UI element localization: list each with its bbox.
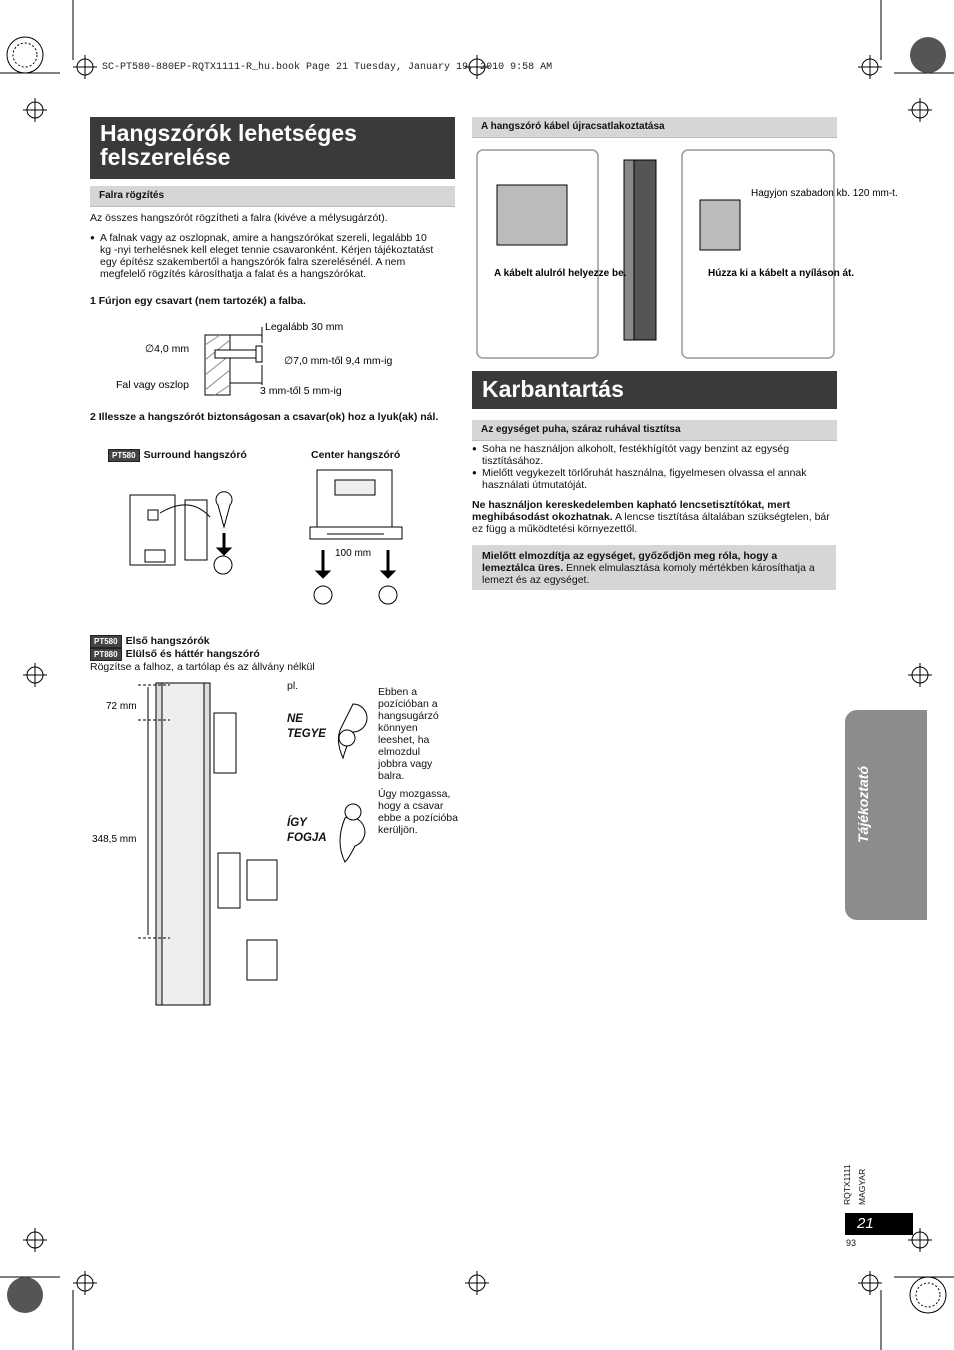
disc-tray-warning <box>472 545 836 590</box>
wall-load-note <box>90 232 440 280</box>
speaker-mount-diagram <box>120 465 420 615</box>
wall-load-bullet: ● A falnak vagy az oszlopnak, amire a hangszórókat szereli, legalább 10 kg -nyi terhelésnek kell eleget tennie csavaronként. Kérjen tájékoztatást egy építész szakembertől a hangszórók falra szerelésénél. A nem megfelelő rögzítés károsíthatja a falat és a hangszórókat. <box>90 232 440 280</box>
igy-fogja-label: ÍGY FOGJA <box>287 817 327 844</box>
front-label-1: Első hangszórók <box>125 635 210 647</box>
head-diameter-label: ∅7,0 mm-től 9,4 mm-ig <box>284 355 393 367</box>
language-label: MAGYAR <box>857 1168 867 1205</box>
page-title: Hangszórók lehetséges felszerelése <box>90 117 455 179</box>
screw-diagram <box>110 315 410 400</box>
intro-text: Az összes hangszórót rögzítheti a falra (kivéve a mélysugárzót). <box>90 212 388 224</box>
front-heading-1 <box>90 635 210 648</box>
doc-code: RQTX1111 <box>842 1164 852 1205</box>
side-tab-label: Tájékoztató <box>855 765 871 843</box>
center-distance-label: 100 mm <box>335 548 372 559</box>
model-badge: PT580 <box>90 635 122 648</box>
center-label: Center hangszóró <box>311 449 401 461</box>
section-heading-wall-mount: Falra rögzítés <box>90 186 455 207</box>
cleaning-list <box>472 443 832 491</box>
lens-cleaner-note <box>472 499 834 535</box>
lens-warning-rest: A lencse tisztítása általában szükségtelen, bár ez függ a működtetési környezettől. <box>472 511 830 535</box>
lens-warning-bold: Ne használjon kereskedelemben kapható lencsetisztítókat, mert meghibásodást okozhatnak. <box>472 499 791 523</box>
step-1: 1 Fúrjon egy csavart (nem tartozék) a falba. <box>90 295 306 307</box>
ne-tegye-label: NE TEGYE <box>287 713 326 740</box>
example-label: pl. <box>287 680 299 692</box>
min-length-label: Legalább 30 mm <box>265 321 344 333</box>
section-heading-cleaning: Az egységet puha, száraz ruhával tisztítsa <box>472 420 837 441</box>
front-speaker-diagram <box>90 675 290 1010</box>
gap-label: 3 mm-től 5 mm-ig <box>260 385 342 397</box>
igy-fogja-text: Úgy mozgassa, hogy a csavar ebbe a pozícióba kerüljön. <box>378 788 458 836</box>
cable-leave-length: Hagyjon szabadon kb. 120 mm-t. <box>751 188 898 199</box>
height-dimension-label: 348,5 mm <box>92 834 137 845</box>
front-label-2: Elülső és háttér hangszóró <box>125 648 260 660</box>
cleaning-bullet-2: ● Mielőtt vegykezelt törlőruhát használna, figyelmesen olvassa el annak használati útmutatóját. <box>472 467 832 491</box>
wall-label: Fal vagy oszlop <box>116 379 189 391</box>
page-number: 21 <box>845 1213 913 1235</box>
diameter-label: ∅4,0 mm <box>145 343 190 355</box>
top-dimension-label: 72 mm <box>106 701 137 712</box>
front-heading-2 <box>90 648 260 661</box>
step-2: 2 Illessze a hangszórót biztonságosan a csavar(ok) hoz a lyuk(ak) nál. <box>90 411 439 423</box>
tray-warning-bold: Mielőtt elmozdítja az egységet, győződjön meg róla, hogy a lemeztálca üres. <box>482 550 778 574</box>
section-heading-cable: A hangszóró kábel újracsatlakoztatása <box>472 117 837 138</box>
cleaning-bullet-1: ● Soha ne használjon alkoholt, festékhígítót vagy benzint az egység tisztításához. <box>472 443 832 467</box>
cable-right-instruction: Húzza ki a kábelt a nyíláson át. <box>708 268 855 279</box>
cable-left-instruction: A kábelt alulról helyezze be. <box>494 268 627 279</box>
keyhole-illustrations <box>333 700 378 865</box>
global-page-number: 93 <box>846 1238 857 1248</box>
model-badge: PT880 <box>90 648 122 661</box>
file-header: SC-PT580-880EP-RQTX1111-R_hu.book Page 21 Tuesday, January 19, 2010 9:58 AM <box>102 62 553 73</box>
cable-diagram <box>472 145 898 360</box>
ne-tegye-text: Ebben a pozícióban a hangsugárzó könnyen leeshet, ha elmozdul jobbra vagy balra. <box>378 686 439 782</box>
model-badge: PT580 <box>108 449 140 462</box>
surround-heading <box>108 449 247 462</box>
front-note: Rögzítse a falhoz, a tartólap és az állvány nélkül <box>90 661 315 673</box>
surround-label: Surround hangszóró <box>143 449 247 461</box>
tray-warning-rest: Ennek elmulasztása komoly mértékben károsíthatja a lemezt és az egységet. <box>482 562 815 586</box>
maintenance-title: Karbantartás <box>472 371 837 409</box>
